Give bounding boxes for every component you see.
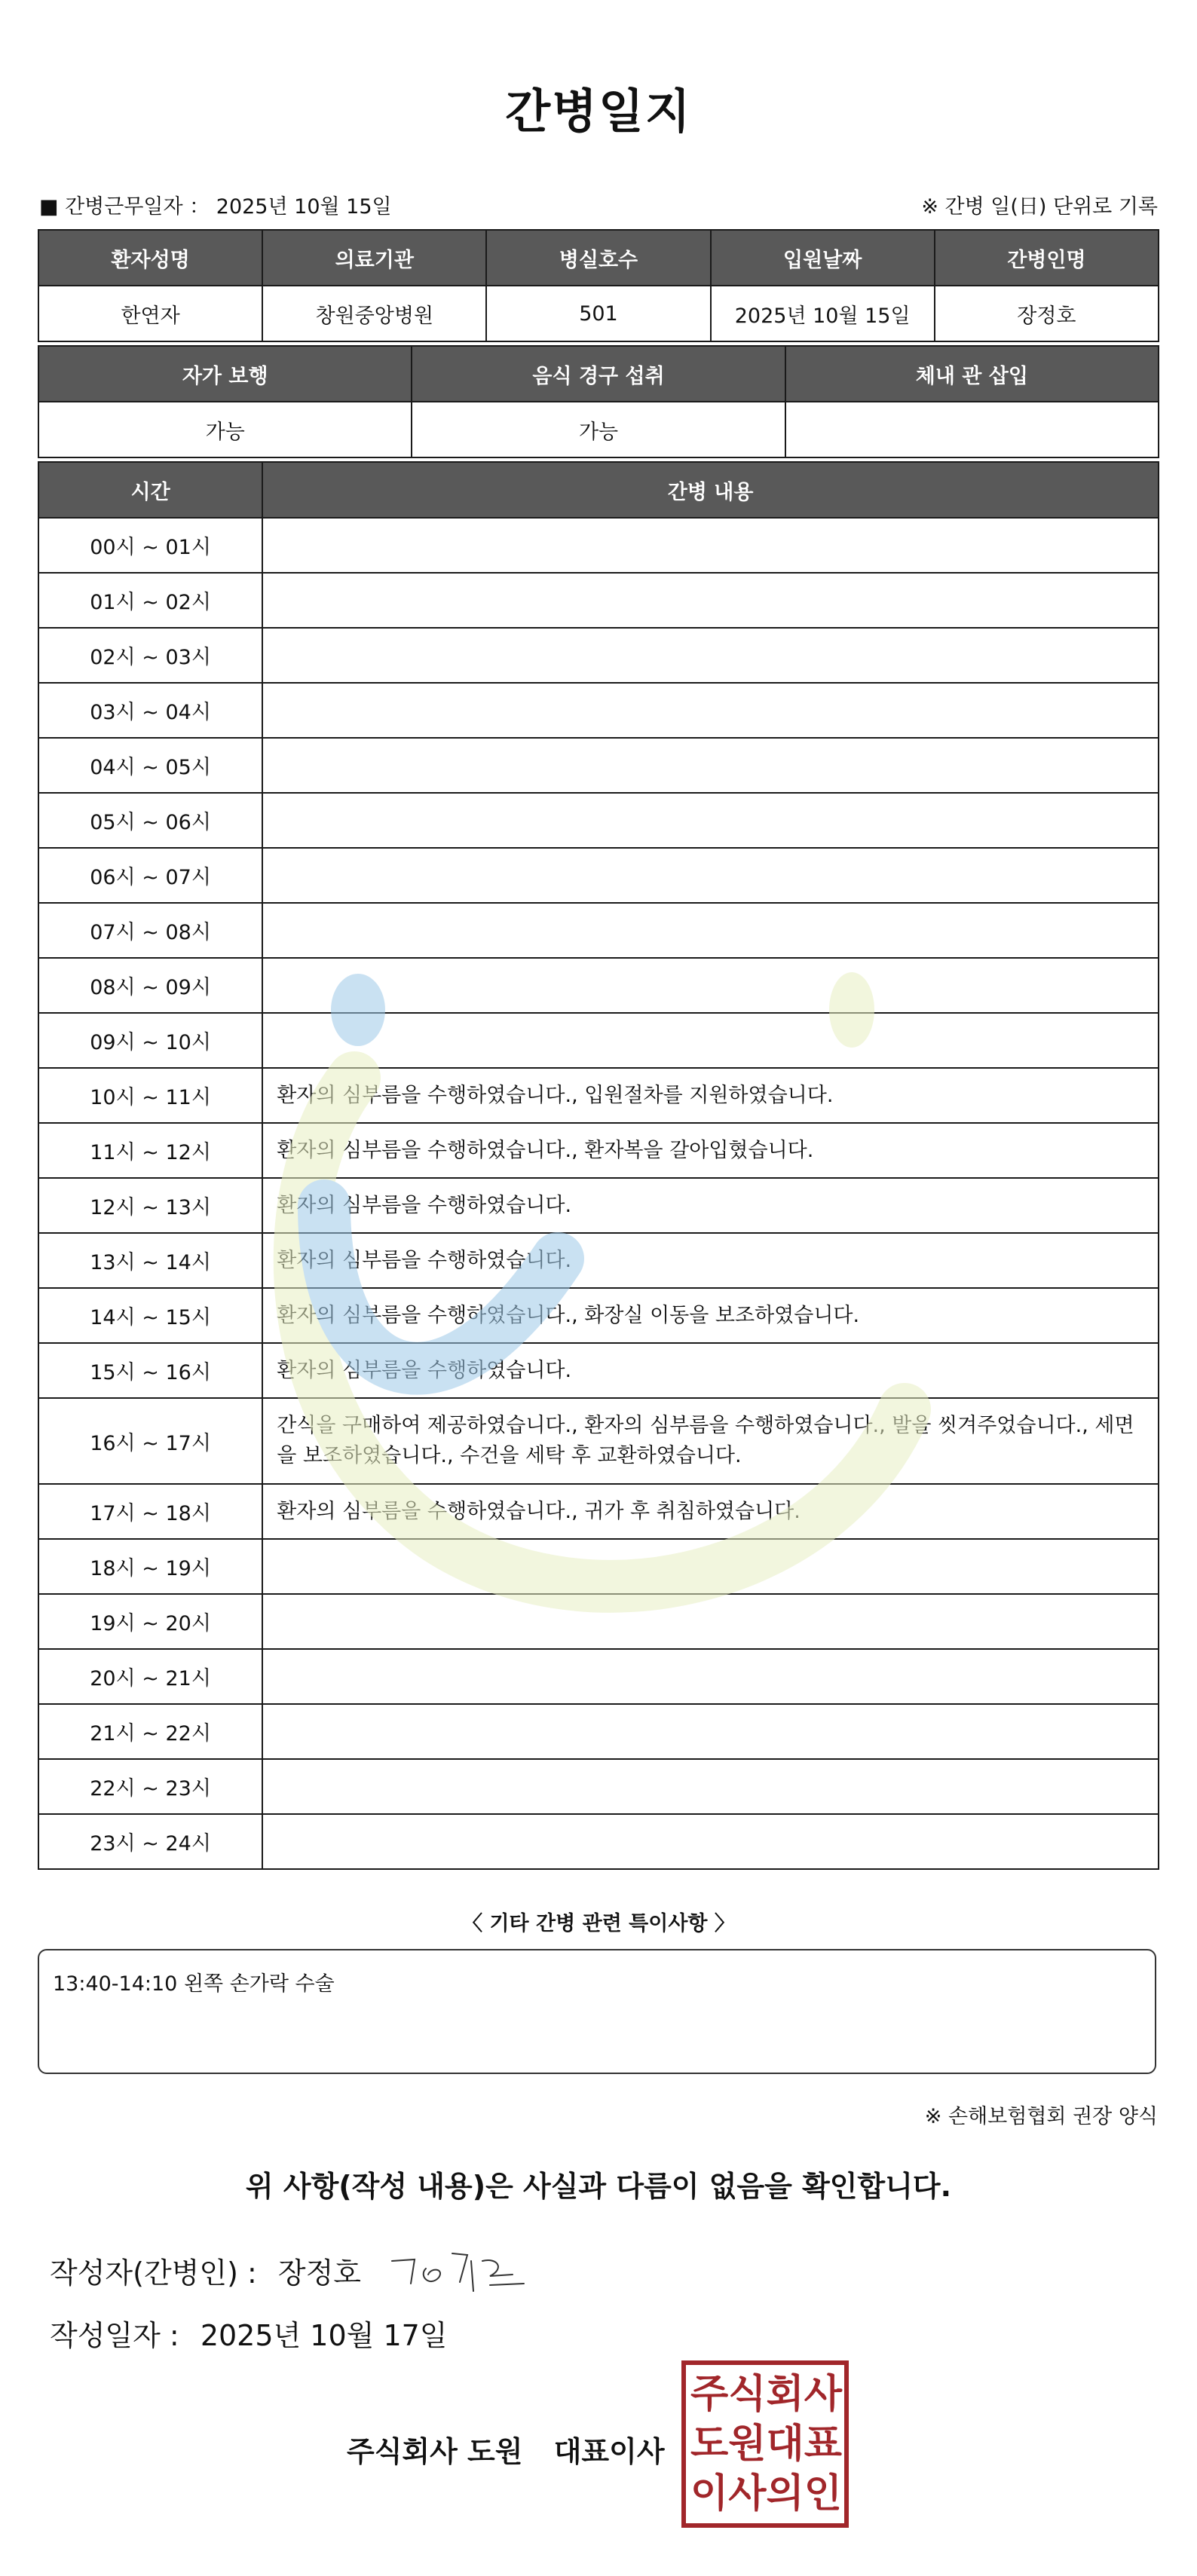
oral-intake-value: 가능 — [412, 402, 785, 457]
care-log-time: 10시 ~ 11시 — [38, 1068, 262, 1123]
care-log-row — [38, 1539, 1159, 1594]
header-caregiver-name: 간병인명 — [935, 230, 1159, 286]
work-date — [39, 190, 392, 219]
care-log-content: 환자의 심부름을 수행하였습니다. — [262, 1343, 1159, 1398]
care-log-time: 15시 ~ 16시 — [38, 1343, 262, 1398]
care-log-row — [38, 1484, 1159, 1539]
care-log-time: 12시 ~ 13시 — [38, 1178, 262, 1233]
care-log-content: 간식을 구매하여 제공하였습니다., 환자의 심부름을 수행하였습니다., 발을 씻겨주었습니다., 세면을 보조하였습니다., 수건을 세탁 후 교환하였습니다. — [262, 1398, 1159, 1484]
care-log-row — [38, 628, 1159, 683]
header-time: 시간 — [38, 462, 262, 518]
care-log-content — [262, 1594, 1159, 1649]
care-log-row — [38, 793, 1159, 848]
seal-glyph: 사 — [728, 2471, 767, 2516]
care-log-time: 14시 ~ 15시 — [38, 1288, 262, 1343]
care-log-content: 환자의 심부름을 수행하였습니다., 화장실 이동을 보조하였습니다. — [262, 1288, 1159, 1343]
care-log-time: 16시 ~ 17시 — [38, 1398, 262, 1484]
care-log-time: 21시 ~ 22시 — [38, 1704, 262, 1759]
care-log-content — [262, 1759, 1159, 1814]
care-log-row — [38, 738, 1159, 793]
care-log-table — [38, 461, 1159, 1870]
patient-ability-table — [38, 345, 1159, 458]
care-log-row — [38, 573, 1159, 628]
care-log-row — [38, 1233, 1159, 1288]
care-log-content — [262, 793, 1159, 848]
care-log-row — [38, 518, 1159, 573]
header-patient-name: 환자성명 — [38, 230, 262, 286]
writer-label: 작성자(간병인) : — [50, 2256, 257, 2290]
care-log-time: 11시 ~ 12시 — [38, 1123, 262, 1178]
care-log-row — [38, 1178, 1159, 1233]
special-notes-label: 〈 기타 간병 관련 특이사항 〉 — [462, 1912, 735, 1935]
care-log-time: 03시 ~ 04시 — [38, 683, 262, 738]
care-log-content — [262, 1539, 1159, 1594]
care-log-content — [262, 848, 1159, 903]
care-log-time: 22시 ~ 23시 — [38, 1759, 262, 1814]
care-log-row — [38, 1288, 1159, 1343]
care-log-time: 17시 ~ 18시 — [38, 1484, 262, 1539]
care-log-row — [38, 1068, 1159, 1123]
care-header-row — [38, 462, 1159, 518]
patient-name: 한연자 — [38, 286, 262, 341]
care-log-content — [262, 738, 1159, 793]
recommend-note: ※ 손해보험협회 권장 양식 — [924, 2105, 1158, 2128]
care-log-content: 환자의 심부름을 수행하였습니다., 입원절차를 지원하였습니다. — [262, 1068, 1159, 1123]
care-log-time: 09시 ~ 10시 — [38, 1013, 262, 1068]
care-log-time: 01시 ~ 02시 — [38, 573, 262, 628]
care-log-time: 04시 ~ 05시 — [38, 738, 262, 793]
care-log-content: 환자의 심부름을 수행하였습니다., 환자복을 갈아입혔습니다. — [262, 1123, 1159, 1178]
care-log-time: 19시 ~ 20시 — [38, 1594, 262, 1649]
written-date-label: 작성일자 : — [50, 2319, 179, 2352]
header-oral-intake: 음식 경구 섭취 — [412, 346, 785, 402]
company-name: 주식회사 도원 — [347, 2435, 523, 2468]
seal-glyph: 주 — [690, 2372, 729, 2417]
seal-glyph: 의 — [766, 2471, 804, 2516]
room-number: 501 — [486, 286, 710, 341]
header-care-content: 간병 내용 — [262, 462, 1159, 518]
care-log-content — [262, 958, 1159, 1013]
care-log-row — [38, 1814, 1159, 1869]
care-log-content — [262, 628, 1159, 683]
care-log-time: 18시 ~ 19시 — [38, 1539, 262, 1594]
care-log-time: 02시 ~ 03시 — [38, 628, 262, 683]
care-log-row — [38, 1398, 1159, 1484]
seal-glyph: 식 — [728, 2372, 767, 2417]
care-log-content: 환자의 심부름을 수행하였습니다. — [262, 1233, 1159, 1288]
work-date-value: 2025년 10월 15일 — [216, 195, 392, 219]
care-log-time: 20시 ~ 21시 — [38, 1649, 262, 1704]
tube-insertion-value — [785, 402, 1159, 457]
seal-glyph: 이 — [690, 2471, 729, 2516]
care-log-row — [38, 1649, 1159, 1704]
care-log-row — [38, 1343, 1159, 1398]
care-log-row — [38, 1759, 1159, 1814]
care-log-time: 13시 ~ 14시 — [38, 1233, 262, 1288]
seal-glyph: 원 — [728, 2422, 767, 2467]
care-log-time: 00시 ~ 01시 — [38, 518, 262, 573]
company-line — [347, 2428, 665, 2470]
ceo-title: 대표이사 — [553, 2435, 665, 2468]
writer-name: 장정호 — [277, 2256, 361, 2290]
care-log-row — [38, 1123, 1159, 1178]
care-log-time: 05시 ~ 06시 — [38, 793, 262, 848]
care-log-row — [38, 683, 1159, 738]
care-log-row — [38, 1013, 1159, 1068]
care-log-content — [262, 518, 1159, 573]
special-notes-box: 13:40-14:10 왼쪽 손가락 수술 — [38, 1949, 1156, 2074]
writer-line — [50, 2250, 361, 2291]
header-admission-date: 입원날짜 — [711, 230, 935, 286]
header-tube-insertion: 체내 관 삽입 — [785, 346, 1159, 402]
written-date-value: 2025년 10월 17일 — [200, 2319, 448, 2352]
care-log-content: 환자의 심부름을 수행하였습니다., 귀가 후 취침하였습니다. — [262, 1484, 1159, 1539]
self-walking-value: 가능 — [38, 402, 412, 457]
care-log-content — [262, 1814, 1159, 1869]
info-header-row — [38, 230, 1159, 286]
ability-value-row — [38, 402, 1159, 457]
care-log-content — [262, 1704, 1159, 1759]
care-log-row — [38, 1704, 1159, 1759]
page-title: 간병일지 — [505, 84, 692, 139]
care-log-time: 23시 ~ 24시 — [38, 1814, 262, 1869]
care-log-row — [38, 1594, 1159, 1649]
confirmation-statement: 위 사항(작성 내용)은 사실과 다름이 없음을 확인합니다. — [245, 2170, 952, 2203]
care-log-time: 08시 ~ 09시 — [38, 958, 262, 1013]
handwritten-signature — [384, 2238, 535, 2299]
ability-header-row — [38, 346, 1159, 402]
header-room-number: 병실호수 — [486, 230, 710, 286]
caregiver-name: 장정호 — [935, 286, 1159, 341]
care-log-content — [262, 1649, 1159, 1704]
patient-info-table — [38, 229, 1159, 342]
seal-glyph: 사 — [804, 2372, 842, 2417]
care-log-time: 07시 ~ 08시 — [38, 903, 262, 958]
hospital: 창원중앙병원 — [262, 286, 486, 341]
seal-glyph: 회 — [766, 2372, 804, 2417]
care-log-time: 06시 ~ 07시 — [38, 848, 262, 903]
care-log-row — [38, 958, 1159, 1013]
care-log-content — [262, 683, 1159, 738]
seal-glyph: 대 — [766, 2422, 804, 2467]
written-date-line — [50, 2312, 448, 2354]
care-log-row — [38, 903, 1159, 958]
header-self-walking: 자가 보행 — [38, 346, 412, 402]
seal-glyph: 인 — [804, 2471, 842, 2516]
record-note: ※ 간병 일(日) 단위로 기록 — [921, 195, 1158, 219]
care-log-content — [262, 903, 1159, 958]
info-value-row — [38, 286, 1159, 341]
care-log-content — [262, 573, 1159, 628]
seal-glyph: 표 — [804, 2422, 842, 2467]
header-hospital: 의료기관 — [262, 230, 486, 286]
care-log-content: 환자의 심부름을 수행하였습니다. — [262, 1178, 1159, 1233]
admission-date: 2025년 10월 15일 — [711, 286, 935, 341]
company-seal — [681, 2360, 849, 2528]
care-log-content — [262, 1013, 1159, 1068]
work-date-label: ■ 간병근무일자 ： — [39, 195, 210, 219]
care-log-row — [38, 848, 1159, 903]
care-log-body — [38, 518, 1159, 1869]
seal-glyph: 도 — [690, 2422, 729, 2467]
